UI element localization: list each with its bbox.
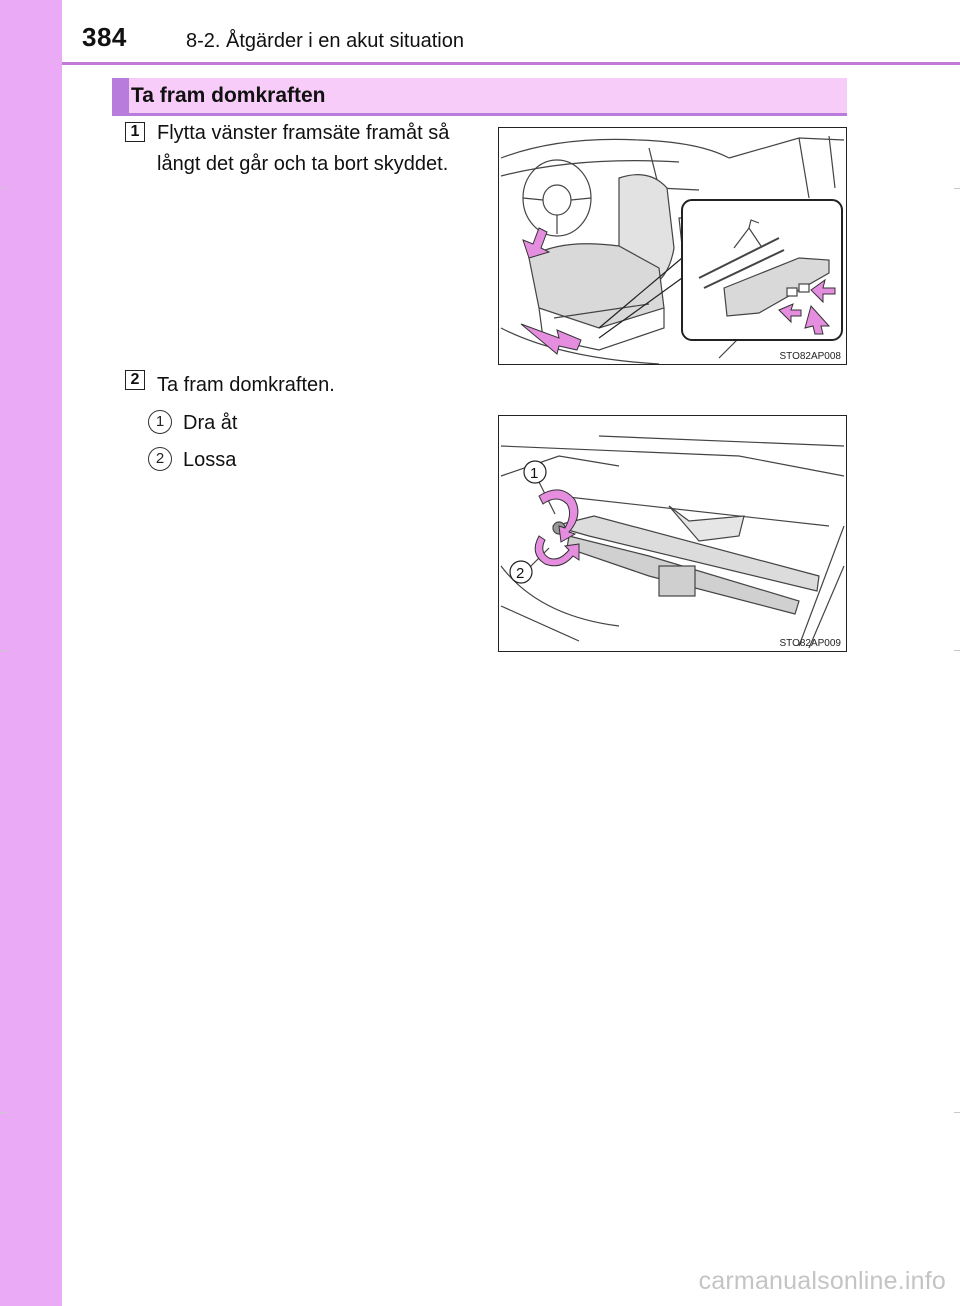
figure-code-2: STO82AP009 — [779, 638, 841, 649]
substep-2-text: Lossa — [183, 449, 237, 471]
watermark: carmanualsonline.info — [698, 1267, 946, 1295]
section-title: 8-2. Åtgärder i en akut situation — [186, 30, 464, 52]
figure-jack-removal — [498, 415, 847, 652]
box-heading — [112, 78, 847, 116]
figure-code-1: STO82AP008 — [779, 351, 841, 362]
crop-mark — [954, 1112, 960, 1113]
crop-mark — [0, 188, 6, 189]
step-1-line-2: långt det går och ta bort skyddet. — [157, 153, 449, 175]
header-divider — [62, 62, 960, 65]
callout-1: 1 — [530, 465, 539, 482]
callout-2: 2 — [516, 565, 525, 582]
step-number-1: 1 — [125, 122, 145, 142]
step-2-text: Ta fram domkraften. — [157, 374, 335, 396]
substep-1-text: Dra åt — [183, 412, 238, 434]
seat-cover-illustration — [499, 128, 846, 364]
box-heading-text: Ta fram domkraften — [131, 84, 326, 107]
crop-mark — [954, 188, 960, 189]
jack-removal-illustration — [499, 416, 846, 651]
crop-mark — [954, 650, 960, 651]
crop-mark — [0, 650, 6, 651]
step-1-line-1: Flytta vänster framsäte framåt så — [157, 122, 450, 144]
step-number-2: 2 — [125, 370, 145, 390]
crop-mark — [0, 1112, 6, 1113]
figure-seat-cover — [498, 127, 847, 365]
substep-number-1: 1 — [148, 410, 172, 434]
substep-number-2: 2 — [148, 447, 172, 471]
left-margin-band — [0, 0, 62, 1306]
page-number: 384 — [82, 22, 127, 52]
step-1-text — [157, 118, 449, 180]
